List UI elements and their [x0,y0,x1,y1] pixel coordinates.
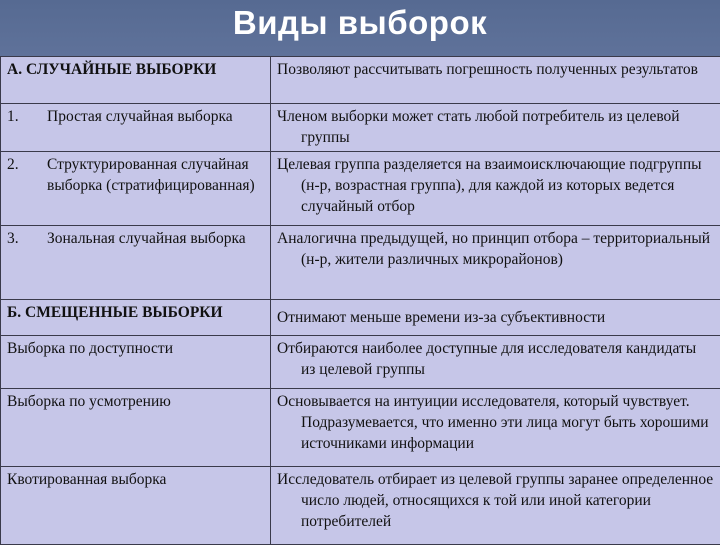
row-label [1,226,271,300]
table-row [1,389,720,467]
row-description-text: Отнимают меньше времени из-за субъективности [277,307,714,328]
row-label [1,104,271,152]
row-description-text: Аналогична предыдущей, но принцип отбора – территориальный (н-р, жители различных микрорайонов) [277,228,714,270]
row-description-text: Отбираются наиболее доступные для исследователя кандидаты из целевой группы [277,338,714,380]
row-description [271,467,720,545]
row-description-text: Целевая группа разделяется на взаимоисключающие подгруппы (н-р, возрастная группа), для каждой из которых ведется случайный отбор [277,154,714,217]
section-header-biased: Б. СМЕЩЕННЫЕ ВЫБОРКИ [1,300,271,336]
sampling-types-table [0,56,720,545]
row-label-text: Структурированная случайная выборка (стратифицированная) [47,154,264,196]
row-description [271,226,720,300]
row-label: Квотированная выборка [1,467,271,545]
section-header-random: А. СЛУЧАЙНЫЕ ВЫБОРКИ [1,57,271,104]
row-description-text: Членом выборки может стать любой потребитель из целевой группы [277,106,714,148]
table-row-section-a [1,57,720,104]
slide-title: Виды выборок [0,4,720,42]
table-row [1,467,720,545]
row-description-text: Исследователь отбирает из целевой группы заранее определенное число людей, относящихся к той или иной категории потребителей [277,469,714,532]
row-description [271,300,720,336]
row-description [271,104,720,152]
row-number: 2. [7,154,47,196]
row-description-text: Позволяют рассчитывать погрешность полученных результатов [277,59,714,80]
table-row [1,152,720,226]
row-description [271,152,720,226]
row-number: 3. [7,228,47,249]
table-row [1,226,720,300]
table-row [1,104,720,152]
row-number: 1. [7,106,47,127]
table-row [1,336,720,389]
row-description [271,57,720,104]
row-description [271,336,720,389]
row-label: Выборка по доступности [1,336,271,389]
row-label-text: Простая случайная выборка [47,106,233,127]
row-label-text: Зональная случайная выборка [47,228,246,249]
row-label [1,152,271,226]
row-label: Выборка по усмотрению [1,389,271,467]
row-description [271,389,720,467]
table-row-section-b [1,300,720,336]
row-description-text: Основывается на интуиции исследователя, который чувствует. Подразумевается, что именно эти лица могут быть хорошими источниками информации [277,391,714,454]
